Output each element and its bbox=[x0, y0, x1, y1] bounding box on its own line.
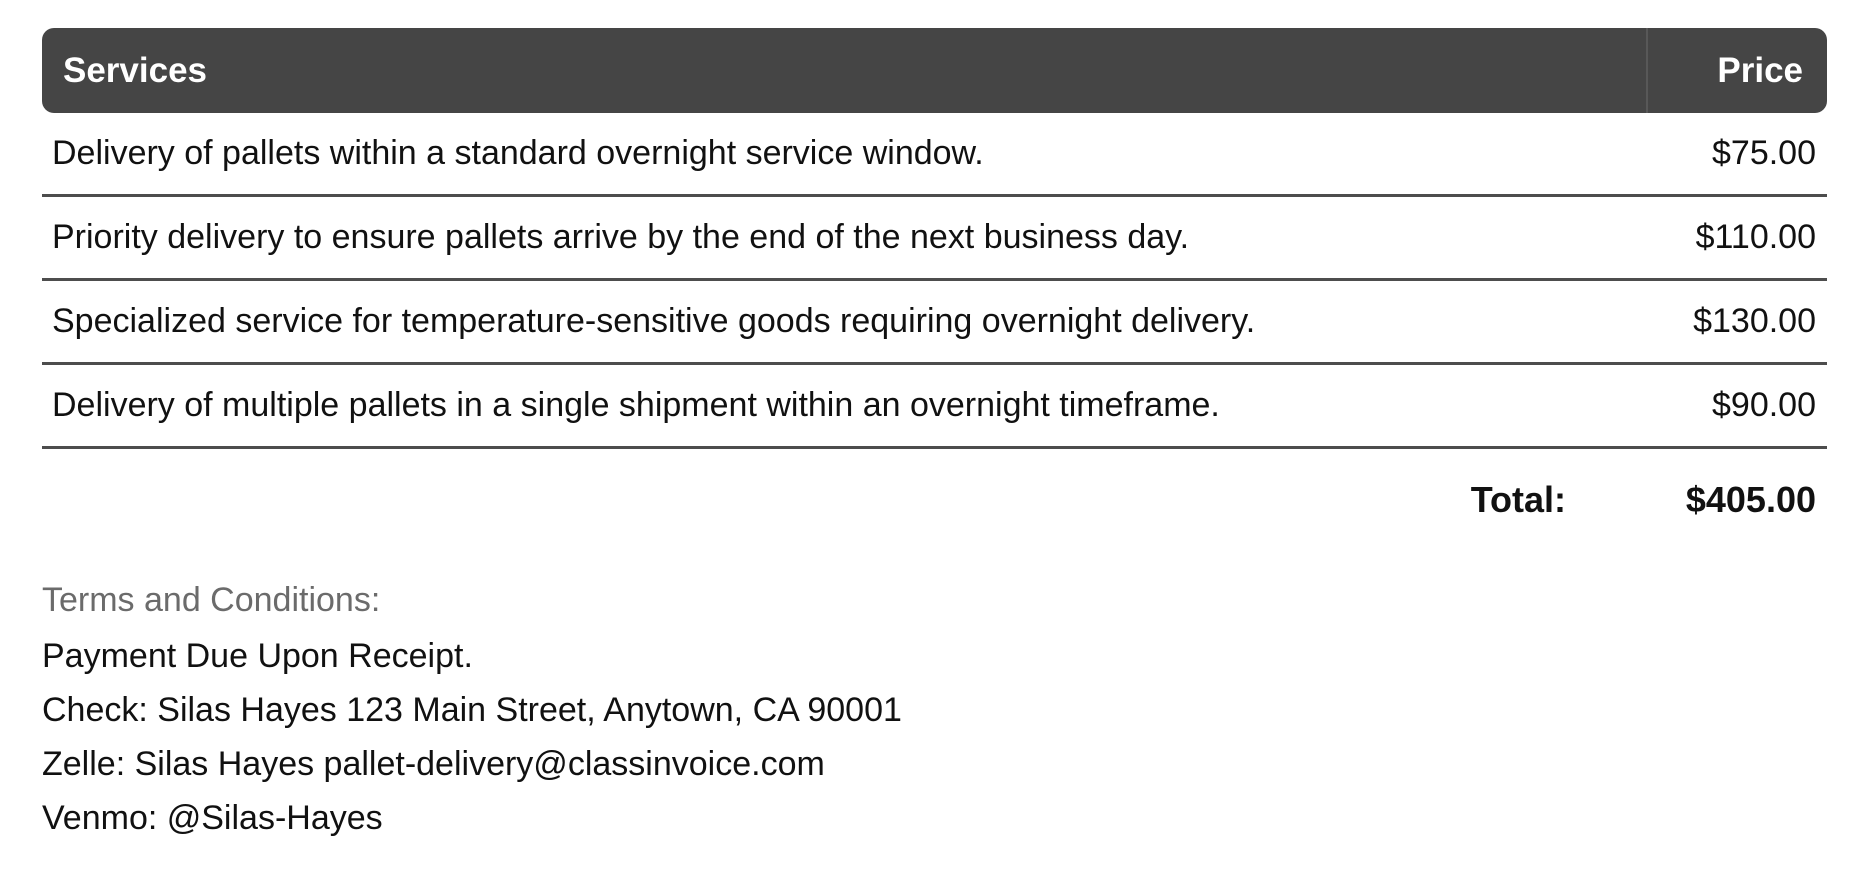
table-row bbox=[42, 197, 1827, 281]
price-column-header: Price bbox=[1648, 28, 1827, 113]
table-header-row bbox=[42, 28, 1827, 113]
service-description: Delivery of multiple pallets in a single shipment within an overnight timeframe. bbox=[42, 365, 1648, 449]
terms-heading: Terms and Conditions: bbox=[42, 581, 381, 619]
terms-line-payment: Payment Due Upon Receipt. bbox=[42, 637, 473, 675]
terms-line-zelle: Zelle: Silas Hayes pallet-delivery@classinvoice.com bbox=[42, 745, 825, 783]
terms-and-conditions-section bbox=[42, 573, 1827, 845]
service-price: $130.00 bbox=[1648, 281, 1827, 365]
total-label: Total: bbox=[1470, 479, 1566, 520]
table-footer bbox=[42, 449, 1827, 537]
service-description: Priority delivery to ensure pallets arrive by the end of the next business day. bbox=[42, 197, 1648, 281]
terms-line-check: Check: Silas Hayes 123 Main Street, Anytown, CA 90001 bbox=[42, 691, 902, 729]
service-price: $75.00 bbox=[1648, 113, 1827, 197]
services-price-table bbox=[42, 28, 1827, 537]
table-header bbox=[42, 28, 1827, 113]
table-row bbox=[42, 365, 1827, 449]
total-row bbox=[42, 449, 1827, 537]
services-column-header: Services bbox=[42, 28, 1648, 113]
service-description: Delivery of pallets within a standard overnight service window. bbox=[42, 113, 1648, 197]
table-row bbox=[42, 113, 1827, 197]
service-price: $90.00 bbox=[1648, 365, 1827, 449]
terms-line-venmo: Venmo: @Silas-Hayes bbox=[42, 799, 383, 837]
total-value: $405.00 bbox=[1685, 479, 1816, 520]
service-description: Specialized service for temperature-sensitive goods requiring overnight delivery. bbox=[42, 281, 1648, 365]
table-row bbox=[42, 281, 1827, 365]
table-body bbox=[42, 113, 1827, 449]
service-price: $110.00 bbox=[1648, 197, 1827, 281]
